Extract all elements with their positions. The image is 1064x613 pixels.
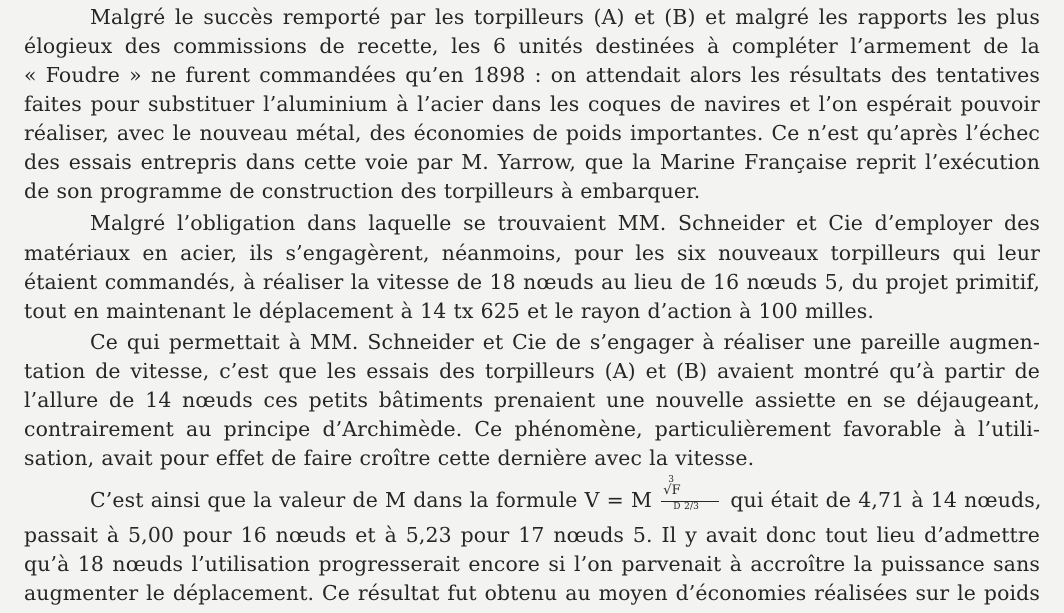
text-line: faites pour substituer l’aluminium à l’acier dans les coques de navires et l’on espérait pouvoir [24,92,1040,116]
text-line: des essais entrepris dans cette voie par M. Yarrow, que la Marine Française reprit l’exécution [24,150,1040,174]
text-line: sation, avait pour effet de faire croître cette dernière avec la vitesse. [24,446,755,470]
text-line: augmenter le déplacement. Ce résultat fut obtenu au moyen d’économies réalisées sur le poids [24,581,1040,605]
formula-line [90,475,1042,513]
text-line: de son programme de construction des torpilleurs à embarquer. [24,179,701,203]
text-line: réaliser, avec le nouveau métal, des économies de poids importantes. Ce n’est qu’après l’échec [24,121,1040,145]
text-line: l’allure de 14 nœuds ces petits bâtiments prenaient une nouvelle assiette en se déjaugeant, [24,388,1040,412]
text-line: Malgré le succès remporté par les torpilleurs (A) et (B) et malgré les rapports les plus [90,5,1040,29]
formula-denominator: D 2/3 [673,502,700,512]
text-line: étaient commandés, à réaliser la vitesse de 18 nœuds au lieu de 16 nœuds 5, du projet primitif, [24,270,1040,294]
text-line: contrairement au principe d’Archimède. Ce phénomène, particulièrement favorable à l’utili- [24,417,1040,441]
text-line: tout en maintenant le déplacement à 14 tx 625 et le rayon d’action à 100 milles. [24,299,875,323]
text-line: matériaux en acier, ils s’engagèrent, néanmoins, pour les six nouveaux torpilleurs qui leur [24,241,1040,265]
text-line: Ce qui permettait à MM. Schneider et Cie de s’engager à réaliser une pareille augmen- [90,330,1040,354]
text-line: Malgré l’obligation dans laquelle se trouvaient MM. Schneider et Cie d’employer des [90,211,1040,235]
formula-line-before: C’est ainsi que la valeur de M dans la formule V = M [90,488,653,512]
text-line: tation de vitesse, c’est que les essais des torpilleurs (A) et (B) avaient montré qu’à partir de [24,359,1040,383]
formula-line-after: qui était de 4,71 à 14 nœuds, [730,488,1042,512]
formula-numerator: √F [663,483,681,498]
text-line: qu’à 18 nœuds l’utilisation progresserait encore si l’on parvenait à accroître la puissance sans [24,552,1040,576]
text-line: élogieux des commissions de recette, les 6 unités destinées à compléter l’armement de la [24,34,1040,58]
formula-cube-index: 3 [668,475,675,485]
text-line: « Foudre » ne furent commandées qu’en 1898 : on attendait alors les résultats des tentatives [24,63,1040,87]
text-line: passait à 5,00 pour 16 nœuds et à 5,23 pour 17 nœuds 5. Il y avait donc tout lieu d’admettre [24,523,1040,547]
formula-fraction [659,475,723,513]
